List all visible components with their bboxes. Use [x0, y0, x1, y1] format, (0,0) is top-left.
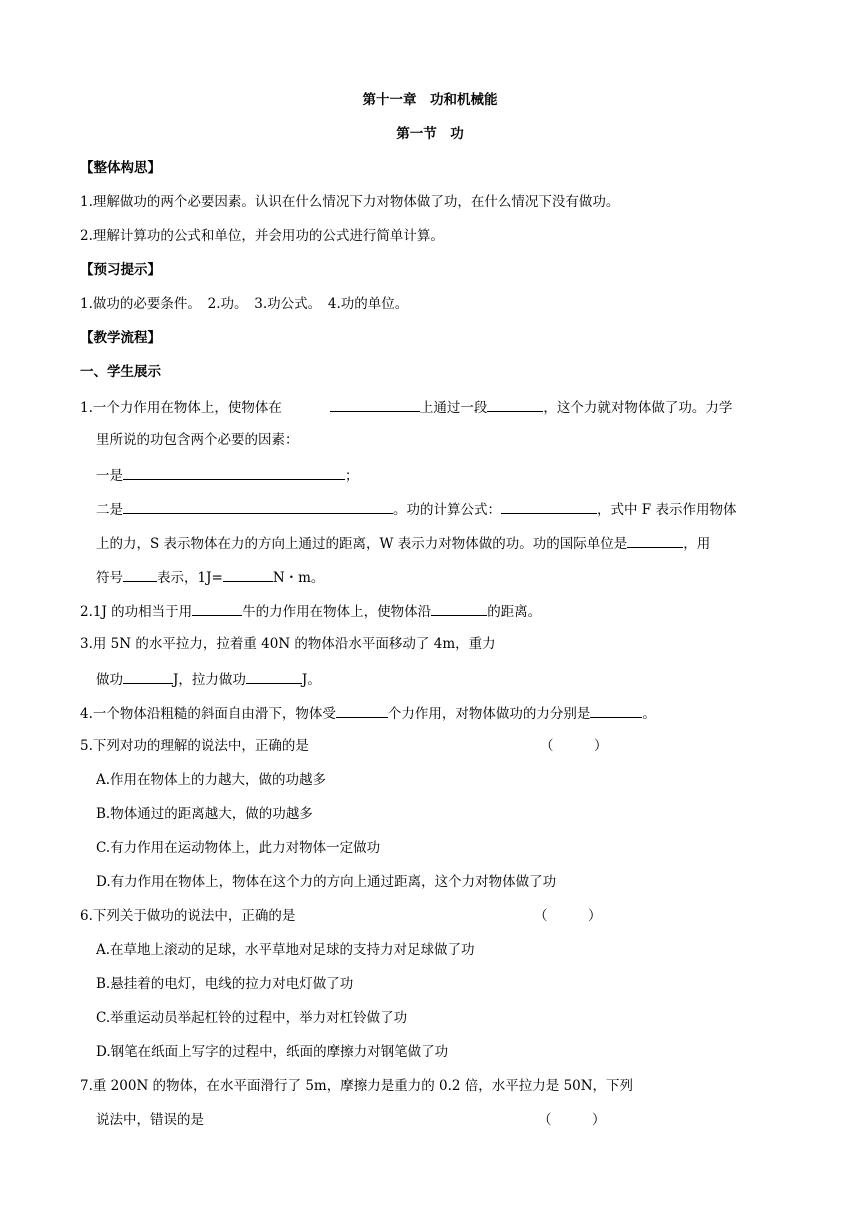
q1-line5	[96, 533, 710, 553]
preview-line: 1.做功的必要条件。 2.功。 3.功公式。 4.功的单位。	[80, 296, 409, 312]
q1-text-a: 1.一个力作用在物体上，使物体在	[80, 400, 282, 416]
q1-factor-1-blank[interactable]	[123, 465, 345, 480]
q2-line	[80, 601, 541, 621]
q1-line6-a: 符号	[96, 570, 123, 586]
q1-line2: 里所说的功包含两个必要的因素：	[96, 432, 299, 448]
q6-stem: 6.下列关于做功的说法中，正确的是	[80, 908, 296, 924]
q1-blank-1[interactable]	[330, 397, 420, 412]
q1-text-c: ，这个力就对物体做了功。力学	[543, 400, 733, 416]
q1-formula-blank[interactable]	[501, 499, 597, 514]
q1-line5-end: ，用	[683, 536, 711, 552]
process-heading: 【教学流程】	[80, 330, 161, 346]
chapter-title: 第十一章 功和机械能	[362, 92, 498, 108]
q3-line2	[96, 669, 321, 689]
q2-blank-1[interactable]	[192, 601, 242, 616]
q6-option-c: C.举重运动员举起杠铃的过程中，举力对杠铃做了功	[96, 1010, 408, 1026]
q2-text-a: 2.1J 的功相当于用	[80, 604, 193, 620]
q7-line1: 7.重 200N 的物体，在水平面滑行了 5m，摩擦力是重力的 0.2 倍，水平拉力是 50N，下列	[80, 1078, 634, 1094]
q2-text-b: 牛的力作用在物体上，使物体沿	[242, 604, 432, 620]
q2-text-c: 的距离。	[487, 604, 542, 620]
q1-blank-2[interactable]	[487, 397, 543, 412]
q5-option-b: B.物体通过的距离越大，做的功越多	[96, 806, 313, 822]
q3-text-a: 做功	[96, 672, 123, 688]
q7-line2: 说法中，错误的是	[96, 1112, 204, 1128]
q6-option-b: B.悬挂着的电灯，电线的拉力对电灯做了功	[96, 976, 354, 992]
q1-line6-b: 表示，1J=	[157, 570, 223, 586]
overall-item-1: 1.理解做功的两个必要因素。认识在什么情况下力对物体做了功，在什么情况下没有做功。	[80, 194, 620, 210]
q6-option-a: A.在草地上滚动的足球，水平草地对足球的支持力对足球做了功	[96, 942, 475, 958]
q6-option-d: D.钢笔在纸面上写字的过程中，纸面的摩擦力对钢笔做了功	[96, 1044, 449, 1060]
q7-answer-paren[interactable]: （ ）	[538, 1112, 606, 1128]
q3-line1: 3.用 5N 的水平拉力，拉着重 40N 的物体沿水平面移动了 4m，重力	[80, 636, 496, 652]
q3-blank-2[interactable]	[246, 669, 302, 684]
q5-stem: 5.下列对功的理解的说法中，正确的是	[80, 738, 309, 754]
overall-item-2: 2.理解计算功的公式和单位，并会用功的公式进行简单计算。	[80, 228, 444, 244]
q1-formula-label: 。功的计算公式：	[393, 502, 501, 518]
q1-factor-2-label: 二是	[96, 502, 123, 518]
q5-option-a: A.作用在物体上的力越大，做的功越多	[96, 772, 327, 788]
q1-factor-1	[96, 465, 359, 485]
q1-factor-1-end: ；	[345, 468, 359, 484]
q4-blank-2[interactable]	[590, 703, 642, 718]
overall-heading: 【整体构思】	[80, 160, 161, 176]
q2-blank-2[interactable]	[431, 601, 487, 616]
q1-symbol-blank[interactable]	[123, 567, 157, 582]
q5-option-c: C.有力作用在运动物体上，此力对物体一定做功	[96, 840, 381, 856]
q6-answer-paren[interactable]: （ ）	[534, 908, 602, 924]
q1-joule-blank[interactable]	[223, 567, 273, 582]
q1-text-b: 上通过一段	[419, 400, 488, 416]
q1-factor-1-label: 一是	[96, 468, 123, 484]
q4-line	[80, 703, 656, 723]
preview-heading: 【预习提示】	[80, 262, 161, 278]
q4-text-a: 4.一个物体沿粗糙的斜面自由滑下，物体受	[80, 706, 336, 722]
section-title: 第一节 功	[396, 126, 464, 142]
q3-blank-1[interactable]	[123, 669, 173, 684]
q1-line6	[96, 567, 324, 587]
q4-text-b: 个力作用，对物体做功的力分别是	[387, 706, 591, 722]
q1-line6-c: N・m。	[272, 570, 325, 586]
q4-text-c: 。	[642, 706, 656, 722]
q4-blank-1[interactable]	[336, 703, 388, 718]
q1-factor-2	[96, 499, 736, 519]
q1-unit-blank[interactable]	[627, 533, 683, 548]
q3-text-b: J，拉力做功	[173, 672, 246, 688]
part-heading: 一、学生展示	[80, 364, 161, 380]
q1-formula-desc: ，式中 F 表示作用物体	[597, 502, 737, 518]
q1-line1	[80, 397, 732, 417]
q1-line5-text: 上的力，S 表示物体在力的方向上通过的距离，W 表示力对物体做的功。功的国际单位是	[96, 536, 628, 552]
q5-answer-paren[interactable]: （ ）	[540, 738, 608, 754]
q3-text-c: J。	[301, 672, 321, 688]
q5-option-d: D.有力作用在物体上，物体在这个力的方向上通过距离，这个力对物体做了功	[96, 874, 557, 890]
q1-factor-2-blank[interactable]	[123, 499, 393, 514]
